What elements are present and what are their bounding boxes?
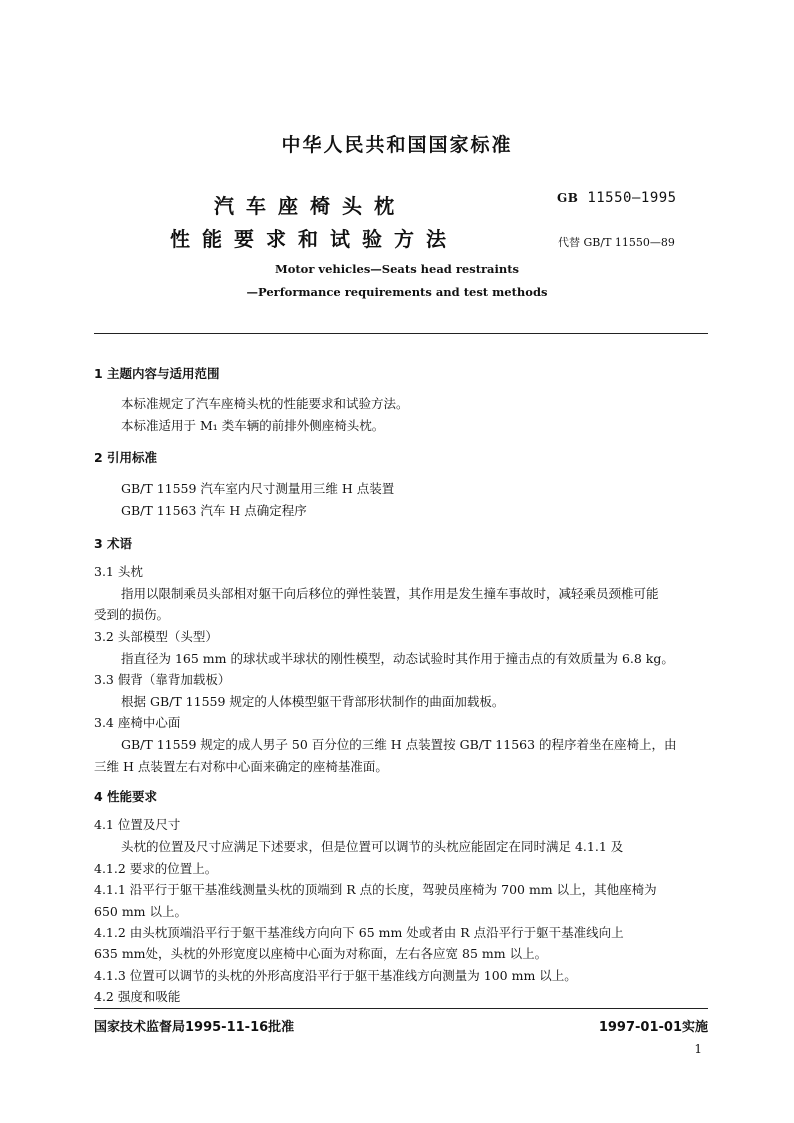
title-line-1: 汽车座椅头枕: [214, 194, 406, 218]
english-title-line-2: —Performance requirements and test methods: [246, 285, 548, 299]
section-4-1-heading: 4.1 位置及尺寸: [94, 817, 181, 832]
section-4-1-1-line-2: 650 mm 以上。: [94, 904, 188, 919]
section-3-3-line-1: 根据 GB/T 11559 规定的人体模型躯干背部形状制作的曲面加载板。: [121, 694, 505, 709]
section-1-paragraph-2: 本标准适用于 M₁ 类车辆的前排外侧座椅头枕。: [121, 418, 385, 433]
section-3-heading: 3 术语: [94, 536, 133, 551]
reference-gbt-11563: GB/T 11563 汽车 H 点确定程序: [121, 503, 307, 518]
section-3-1-line-2: 受到的损伤。: [94, 607, 170, 622]
replaces-standard: 代替 GB/T 11550—89: [558, 236, 675, 249]
reference-gbt-11559: GB/T 11559 汽车室内尺寸测量用三维 H 点装置: [121, 481, 395, 496]
section-3-4-line-2: 三维 H 点装置左右对称中心面来确定的座椅基准面。: [94, 759, 388, 774]
effective-date: 1997-01-01实施: [598, 1020, 708, 1035]
section-3-1-line-1: 指用以限制乘员头部相对躯干向后移位的弹性装置，其作用是发生撞车事故时，减轻乘员颈椎可能: [121, 586, 659, 601]
section-4-1-2-line-1: 4.1.2 由头枕顶端沿平行于躯干基准线方向向下 65 mm 处或者由 R 点沿平行于躯干基准线向上: [94, 925, 624, 940]
section-3-4-line-1: GB/T 11559 规定的成人男子 50 百分位的三维 H 点装置按 GB/T 11563 的程序着坐在座椅上，由: [121, 737, 677, 752]
section-3-3-heading: 3.3 假背（靠背加载板）: [94, 672, 231, 687]
section-3-1-heading: 3.1 头枕: [94, 564, 143, 579]
title-line-2: 性能要求和试验方法: [170, 227, 458, 251]
section-4-2-heading: 4.2 强度和吸能: [94, 989, 181, 1004]
section-4-1-1-line-1: 4.1.1 沿平行于躯干基准线测量头枕的顶端到 R 点的长度，驾驶员座椅为 700 mm 以上，其他座椅为: [94, 882, 657, 897]
section-4-1-line-1: 头枕的位置及尺寸应满足下述要求，但是位置可以调节的头枕应能固定在同时满足 4.1.1 及: [121, 839, 624, 854]
section-3-4-heading: 3.4 座椅中心面: [94, 715, 181, 730]
standard-prefix: GB: [557, 191, 579, 205]
header-divider: [94, 333, 708, 334]
section-4-1-line-2: 4.1.2 要求的位置上。: [94, 861, 218, 876]
section-4-1-2-line-2: 635 mm处，头枕的外形宽度以座椅中心面为对称面，左右各应宽 85 mm 以上。: [94, 946, 548, 961]
section-4-1-3-line-1: 4.1.3 位置可以调节的头枕的外形高度沿平行于躯干基准线方向测量为 100 mm 以上。: [94, 968, 577, 983]
section-4-heading: 4 性能要求: [94, 789, 158, 804]
section-3-2-line-1: 指直径为 165 mm 的球状或半球状的刚性模型，动态试验时其作用于撞击点的有效质量为 6.8 kg。: [121, 651, 674, 666]
section-3-2-heading: 3.2 头部模型（头型）: [94, 629, 218, 644]
english-title-line-1: Motor vehicles—Seats head restraints: [274, 262, 520, 276]
section-2-heading: 2 引用标准: [94, 450, 158, 465]
footer-divider: [94, 1008, 708, 1009]
standard-number: [557, 190, 677, 206]
approval-statement: 国家技术监督局1995-11-16批准: [94, 1020, 295, 1035]
national-standard-heading: 中华人民共和国国家标准: [281, 134, 513, 156]
section-1-paragraph-1: 本标准规定了汽车座椅头枕的性能要求和试验方法。: [121, 396, 409, 411]
page-number: 1: [694, 1042, 702, 1056]
standard-number-value: 11550—1995: [587, 190, 677, 206]
section-1-heading: 1 主题内容与适用范围: [94, 366, 220, 381]
